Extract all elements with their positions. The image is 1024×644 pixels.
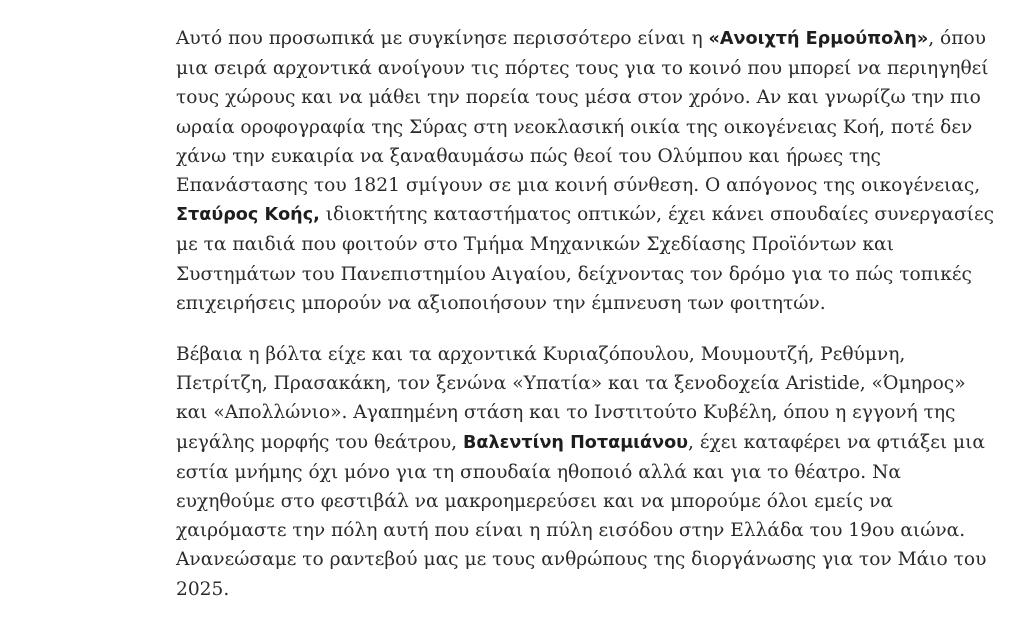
paragraph-text: ιδιοκτήτης καταστήματος οπτικών, έχει κάνει σπουδαίες συνεργασίες με τα παιδιά που φοιτούν στο Τμήμα Μηχανικών Σχεδίασης Προϊόντων και Συστημάτων του Πανεπιστημίου Αιγαίου, δείχνοντας τον δρόμο για το πώς τοπικές επιχειρήσεις μπορούν να αξιοποιήσουν την έμπνευση των φοιτητών. xyxy=(176,204,994,314)
paragraph-text: Αυτό που προσωπικά με συγκίνησε περισσότερο είναι η xyxy=(176,28,709,49)
emphasis-person-name: Σταύρος Κοής, xyxy=(176,205,320,226)
paragraph-text: , έχει καταφέρει να φτιάξει μια εστία μνήμης όχι μόνο για τη σπουδαία ηθοποιό αλλά και για το θέατρο. Να ευχηθούμε στο φεστιβάλ να μακροημερεύσει και να μπορούμε όλοι εμείς να χαιρόμαστε την πόλη αυτή που είναι η πύλη εισόδου στην Ελλάδα του 19ου αιώνα. Ανανεώσαμε το ραντεβού μας με τους ανθρώπους της διοργάνωσης για τον Μάιο του 2025. xyxy=(176,431,987,600)
emphasis-person-name: Βαλεντίνη Ποταμιάνου xyxy=(462,432,689,453)
emphasis-open-ermoupoli: «Ανοιχτή Ερμούπολη» xyxy=(708,29,929,49)
article-paragraph xyxy=(176,24,998,318)
article-body xyxy=(176,24,998,604)
article-paragraph xyxy=(176,340,998,604)
paragraph-text: Βέβαια η βόλτα είχε και τα αρχοντικά Κυριαζόπουλου, Μουμουτζή, Ρεθύμνη, Πετρίτζη, Πρασακάκη, τον ξενώνα «Υπατία» και τα ξενοδοχεία Aristide, «Όμηρος» και «Απολλώνιο». Αγαπημένη στάση και το Ινστιτούτο Κυβέλη, όπου η εγγονή της μεγάλης μορφής του θεάτρου, xyxy=(176,344,966,453)
paragraph-text: , όπου μια σειρά αρχοντικά ανοίγουν τις πόρτες τους για το κοινό που μπορεί να περιηγηθεί τους χώρους και να μάθει την πορεία τους μέσα στον χρόνο. Αν και γνωρίζω την πιο ωραία οροφογραφία της Σύρας στη νεοκλασική οικία της οικογένειας Κοή, ποτέ δεν χάνω την ευκαιρία να ξαναθαυμάσω πώς θεοί του Ολύμπου και ήρωες της Επανάστασης του 1821 σμίγουν σε μια κοινή σύνθεση. Ο απόγονος της οικογένειας, xyxy=(176,28,989,197)
